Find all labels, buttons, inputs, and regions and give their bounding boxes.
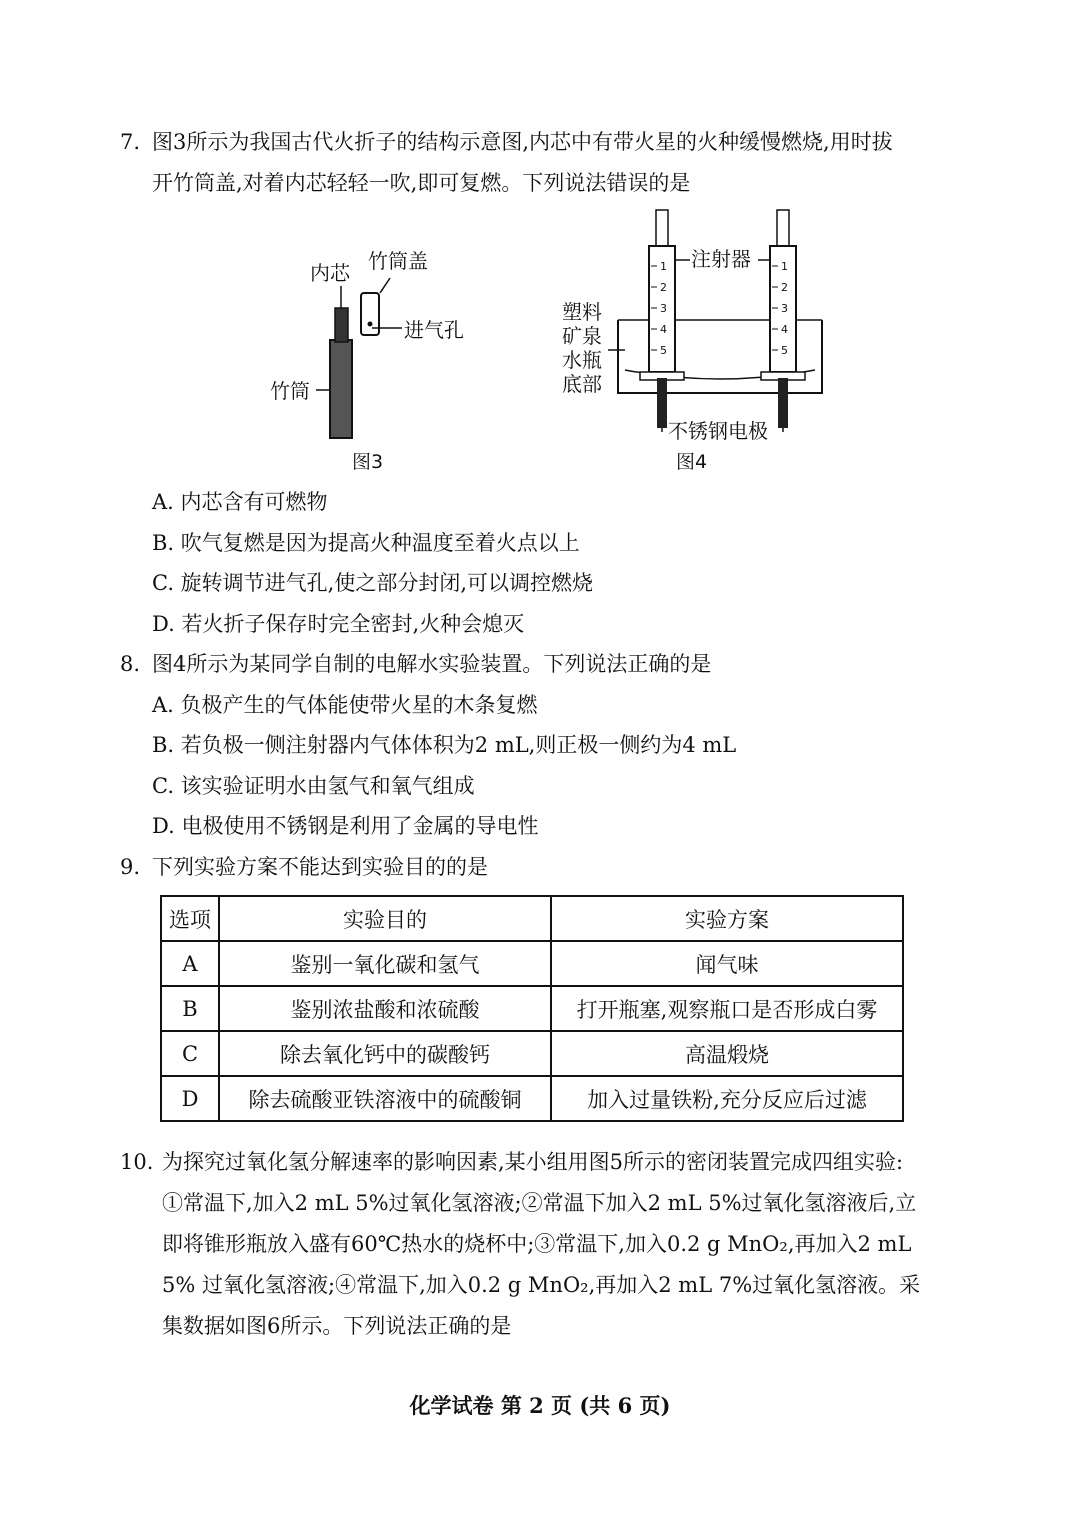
label-bottle-2: 矿泉 <box>562 324 602 348</box>
electrode-left <box>657 378 667 428</box>
tick-right-4: 4 <box>781 323 788 336</box>
label-air-hole: 进气孔 <box>404 318 464 342</box>
row-b-option: B <box>161 986 219 1031</box>
header-plan: 实验方案 <box>551 896 903 941</box>
q7-option-c: C. 旋转调节进气孔,使之部分封闭,可以调控燃烧 <box>152 571 594 595</box>
row-b-plan: 打开瓶塞,观察瓶口是否形成白雾 <box>551 986 903 1031</box>
q10-line3: 即将锥形瓶放入盛有60℃热水的烧杯中;③常温下,加入0.2 g MnO₂,再加入2 mL <box>162 1232 912 1256</box>
row-c-purpose: 除去氧化钙中的碳酸钙 <box>219 1031 551 1076</box>
label-electrode: 不锈钢电极 <box>668 419 768 443</box>
electrode-right <box>778 378 788 428</box>
label-tube-cap: 竹筒盖 <box>368 249 428 273</box>
row-d-purpose: 除去硫酸亚铁溶液中的硫酸铜 <box>219 1076 551 1121</box>
q10-line1: 为探究过氧化氢分解速率的影响因素,某小组用图5所示的密闭装置完成四组实验: <box>162 1150 904 1174</box>
bamboo-tube <box>330 340 352 438</box>
label-bottle-1: 塑料 <box>562 300 602 324</box>
figure-4 <box>562 210 822 473</box>
tick-right-5: 5 <box>781 344 788 357</box>
syringe-left <box>640 210 684 428</box>
label-bottle-4: 底部 <box>562 372 602 396</box>
q7-option-d: D. 若火折子保存时完全密封,火种会熄灭 <box>152 612 525 636</box>
tick-left-2: 2 <box>660 281 667 294</box>
q8-number: 8. <box>120 652 141 676</box>
tick-right-2: 2 <box>781 281 788 294</box>
table-row <box>161 1031 903 1076</box>
row-c-option: C <box>161 1031 219 1076</box>
figure-3-caption: 图3 <box>352 451 384 473</box>
q7-option-b: B. 吹气复燃是因为提高火种温度至着火点以上 <box>152 531 580 555</box>
figure-3 <box>270 249 464 473</box>
label-syringe: 注射器 <box>691 247 751 271</box>
figures-3-4 <box>0 200 1080 490</box>
table-header-row <box>161 896 903 941</box>
row-a-plan: 闻气味 <box>551 941 903 986</box>
q8-stem: 图4所示为某同学自制的电解水实验装置。下列说法正确的是 <box>152 652 712 676</box>
row-a-option: A <box>161 941 219 986</box>
table-row <box>161 986 903 1031</box>
q10-line2: ①常温下,加入2 mL 5%过氧化氢溶液;②常温下加入2 mL 5%过氧化氢溶液后,立 <box>162 1191 917 1215</box>
q10-number: 10. <box>120 1150 154 1174</box>
q9-number: 9. <box>120 855 141 879</box>
q7-number: 7. <box>120 130 141 154</box>
experiment-table <box>160 895 904 1122</box>
q7-stem-line1: 图3所示为我国古代火折子的结构示意图,内芯中有带火星的火种缓慢燃烧,用时拔 <box>152 130 893 154</box>
row-d-option: D <box>161 1076 219 1121</box>
q8-option-b: B. 若负极一侧注射器内气体体积为2 mL,则正极一侧约为4 mL <box>152 733 737 757</box>
row-a-purpose: 鉴别一氧化碳和氢气 <box>219 941 551 986</box>
q7-option-a: A. 内芯含有可燃物 <box>152 490 328 514</box>
header-purpose: 实验目的 <box>219 896 551 941</box>
row-c-plan: 高温煅烧 <box>551 1031 903 1076</box>
q10-line5: 集数据如图6所示。下列说法正确的是 <box>162 1314 512 1338</box>
air-hole <box>368 322 373 327</box>
row-d-plan: 加入过量铁粉,充分反应后过滤 <box>551 1076 903 1121</box>
tick-left-5: 5 <box>660 344 667 357</box>
header-option: 选项 <box>161 896 219 941</box>
tick-left-3: 3 <box>660 302 667 315</box>
syringe-right <box>761 210 805 428</box>
table-row <box>161 941 903 986</box>
label-bamboo-tube: 竹筒 <box>270 379 310 403</box>
tick-left-4: 4 <box>660 323 667 336</box>
page-footer: 化学试卷 第 2 页 (共 6 页) <box>409 1393 671 1418</box>
row-b-purpose: 鉴别浓盐酸和浓硫酸 <box>219 986 551 1031</box>
figure-4-caption: 图4 <box>676 451 708 473</box>
label-bottle-3: 水瓶 <box>562 348 602 372</box>
q7-stem-line2: 开竹筒盖,对着内芯轻轻一吹,即可复燃。下列说法错误的是 <box>152 171 691 195</box>
q8-option-a: A. 负极产生的气体能使带火星的木条复燃 <box>152 693 538 717</box>
tick-right-3: 3 <box>781 302 788 315</box>
inner-core <box>335 308 348 342</box>
q8-option-c: C. 该实验证明水由氢气和氧气组成 <box>152 774 475 798</box>
q8-option-d: D. 电极使用不锈钢是利用了金属的导电性 <box>152 814 539 838</box>
q9-stem: 下列实验方案不能达到实验目的的是 <box>152 855 488 879</box>
label-inner-core: 内芯 <box>310 261 350 285</box>
tick-right-1: 1 <box>781 260 788 273</box>
table-row <box>161 1076 903 1121</box>
tick-left-1: 1 <box>660 260 667 273</box>
q10-line4: 5% 过氧化氢溶液;④常温下,加入0.2 g MnO₂,再加入2 mL 7%过氧化氢溶液。采 <box>162 1273 921 1297</box>
